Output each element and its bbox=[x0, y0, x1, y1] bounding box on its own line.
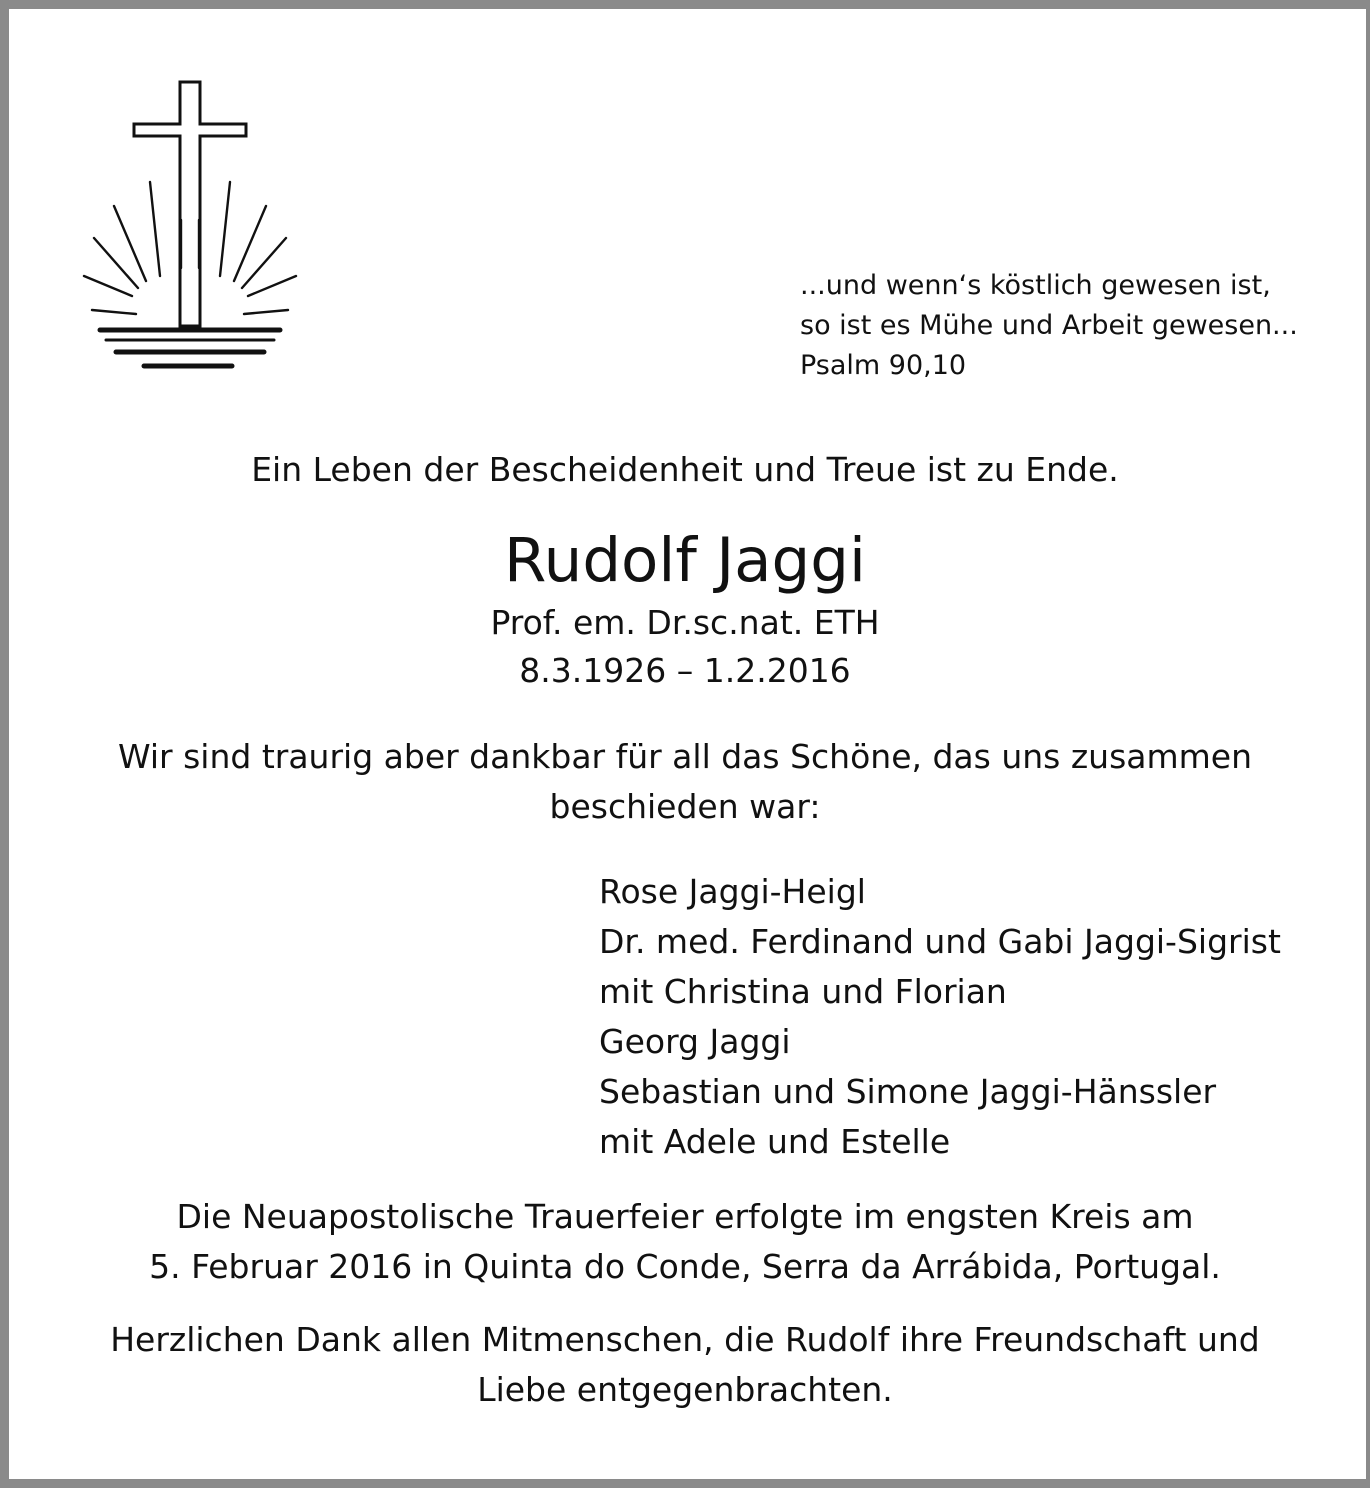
funeral-line: Die Neuapostolische Trauerfeier erfolgte im engsten Kreis am bbox=[176, 1197, 1194, 1236]
family-member: mit Christina und Florian bbox=[599, 972, 1007, 1011]
thanks-text bbox=[0, 1315, 1370, 1415]
family-member: Rose Jaggi-Heigl bbox=[599, 872, 866, 911]
family-member: Sebastian und Simone Jaggi-Hänssler bbox=[599, 1072, 1217, 1111]
thanks-line: Herzlichen Dank allen Mitmenschen, die Rudolf ihre Freundschaft und bbox=[110, 1320, 1260, 1359]
grateful-line: beschieden war: bbox=[549, 787, 821, 826]
deceased-title: Prof. em. Dr.sc.nat. ETH bbox=[490, 603, 880, 642]
quote-line: ...und wenn‘s köstlich gewesen ist, bbox=[800, 270, 1271, 301]
grateful-text bbox=[0, 732, 1370, 832]
thanks-line: Liebe entgegenbrachten. bbox=[477, 1370, 893, 1409]
quote-line: so ist es Mühe und Arbeit gewesen... bbox=[800, 310, 1298, 341]
grateful-line: Wir sind traurig aber dankbar für all das Schöne, das uns zusammen bbox=[117, 737, 1253, 776]
cross-sunrise-icon bbox=[80, 78, 300, 374]
family-member: Georg Jaggi bbox=[599, 1022, 791, 1061]
family-list bbox=[599, 867, 1281, 1167]
family-member: Dr. med. Ferdinand und Gabi Jaggi-Sigrist bbox=[599, 922, 1281, 961]
family-member: mit Adele und Estelle bbox=[599, 1122, 951, 1161]
horizon-lines bbox=[100, 330, 280, 366]
funeral-notice bbox=[0, 1192, 1370, 1292]
psalm-quote bbox=[800, 266, 1298, 386]
life-dates: 8.3.1926 – 1.2.2016 bbox=[519, 651, 851, 690]
deceased-name: Rudolf Jaggi bbox=[504, 525, 866, 596]
cross-outline bbox=[134, 82, 246, 326]
funeral-line: 5. Februar 2016 in Quinta do Conde, Serra da Arrábida, Portugal. bbox=[149, 1247, 1221, 1286]
intro-text: Ein Leben der Bescheidenheit und Treue ist zu Ende. bbox=[251, 450, 1119, 489]
quote-source: Psalm 90,10 bbox=[800, 350, 967, 381]
